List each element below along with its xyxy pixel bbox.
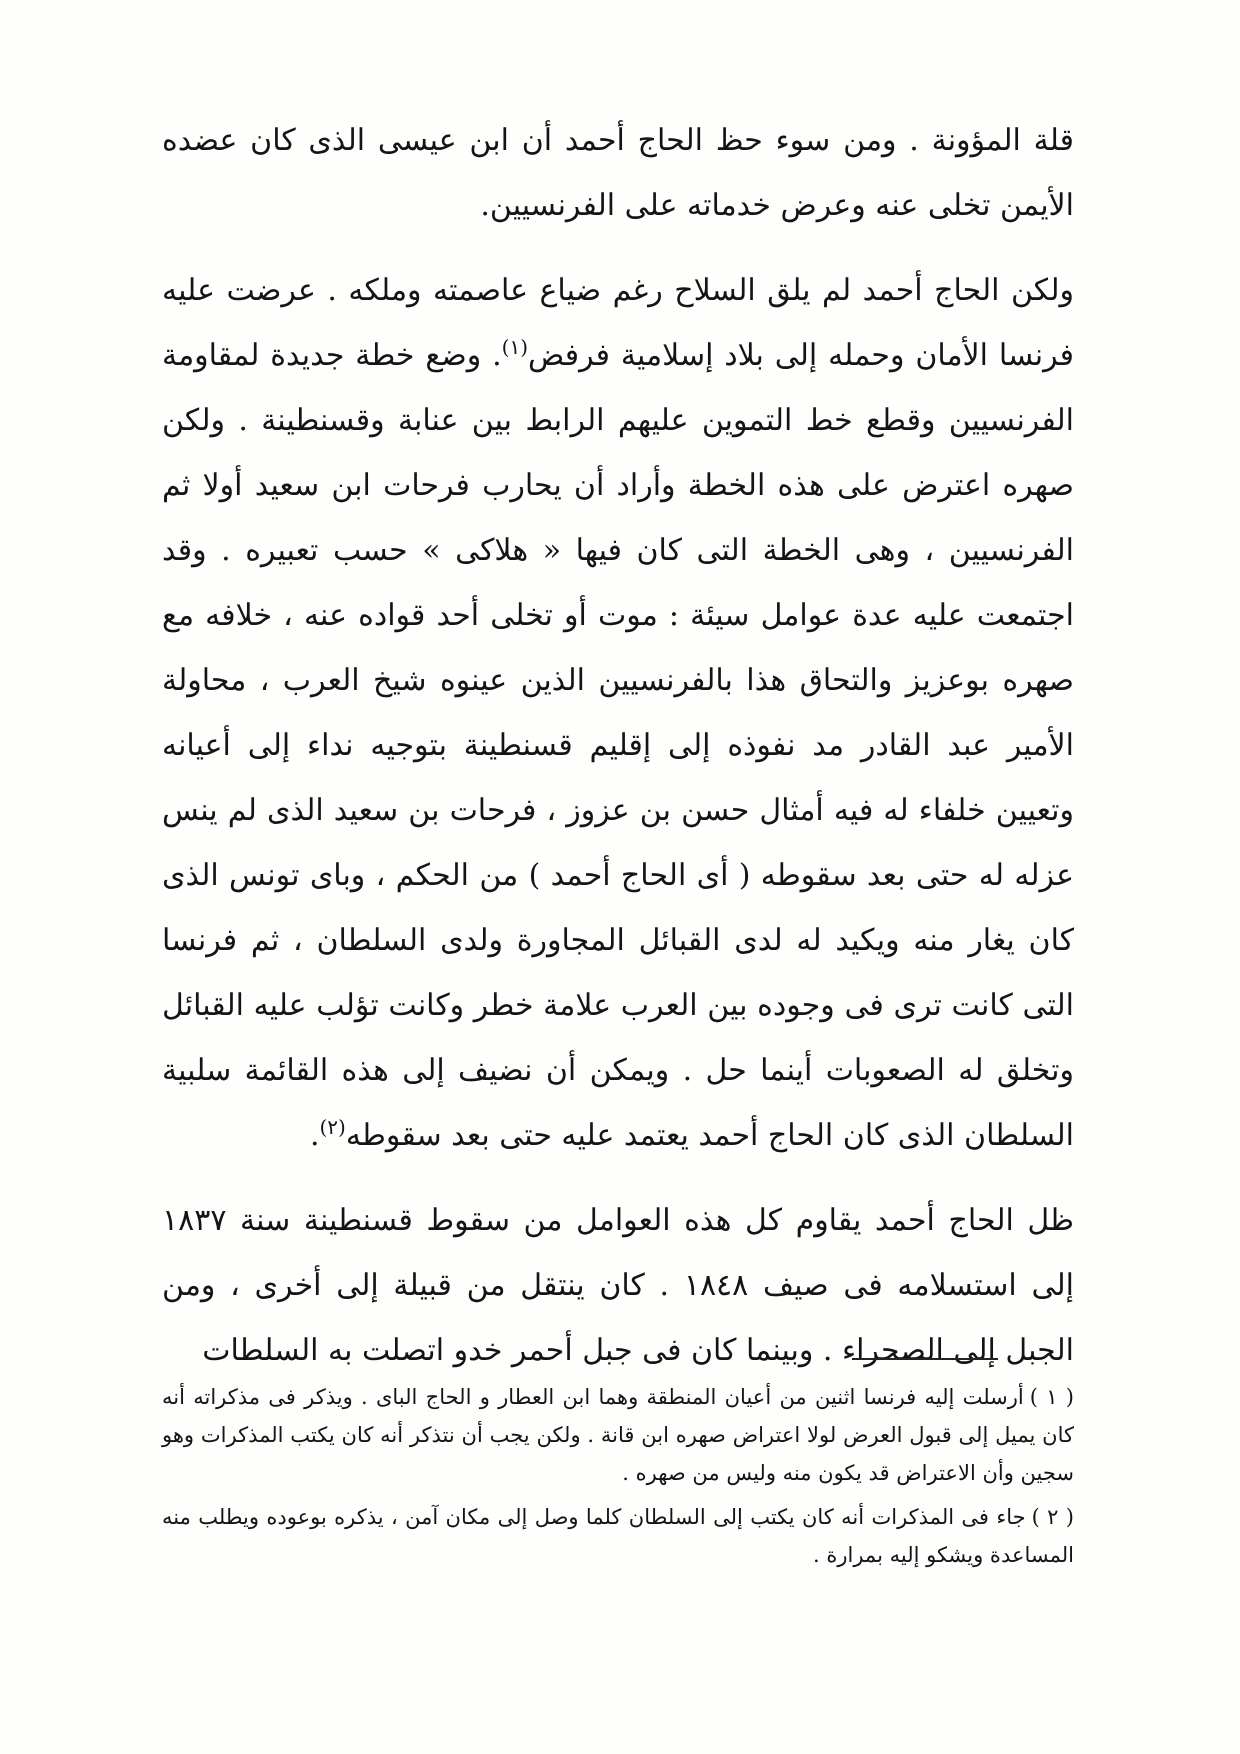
- footnote-1-number: ( ١ ): [1029, 1385, 1074, 1409]
- footnote-2-text: جاء فى المذكرات أنه كان يكتب إلى السلطان كلما وصل إلى مكان آمن ، يذكره بوعوده ويطلب منه المساعدة ويشكو إليه بمرارة .: [162, 1505, 1074, 1567]
- footnote-1-text: أرسلت إليه فرنسا اثنين من أعيان المنطقة وهما ابن العطار و الحاج الباى . ويذكر فى مذكراته أنه كان يميل إلى قبول العرض لولا اعتراض صهره ابن قانة . ولكن يجب أن نتذكر أنه كان يكتب المذكرات وهو سجين وأن الاعتراض قد يكون منه وليس من صهره .: [162, 1385, 1074, 1485]
- footnote-2: [162, 1498, 1074, 1574]
- footnote-ref-1: (١): [501, 335, 529, 359]
- footnote-2-number: ( ٢ ): [1031, 1505, 1074, 1529]
- footnotes: [162, 1378, 1074, 1574]
- paragraph-2-part-a: ولكن الحاج أحمد لم يلق السلاح رغم ضياع عاصمته وملكه . عرضت عليه فرنسا الأمان وحمله إلى بلاد إسلامية فرفض: [162, 273, 1074, 373]
- footnote-divider: [852, 1358, 998, 1360]
- footnote-1: [162, 1378, 1074, 1492]
- paragraph-2: ولكن الحاج أحمد لم يلق السلاح رغم ضياع عاصمته وملكه . عرضت عليه فرنسا الأمان وحمله إلى بلاد إسلامية فرفض$^{(١)}$. وضع خطة جديدة لمقاومة الفرنسيين وقطع خط التموين عليهم الرابط بين عنابة وقسنطينة . ولكن صهره اعترض على هذه الخطة وأراد أن يحارب فرحات ابن سعيد أولا ثم الفرنسيين ، وهى الخطة التى كان فيها « هلاكى » حسب تعبيره . وقد اجتمعت عليه عدة عوامل سيئة : موت أو تخلى أحد قواده عنه ، خلافه مع صهره بوعزيز والتحاق هذا بالفرنسيين الذين عينوه شيخ العرب ، محاولة الأمير عبد القادر مد نفوذه إلى إقليم قسنطينة بتوجيه نداء إلى أعيانه وتعيين خلفاء له فيه أمثال حسن بن عزوز ، فرحات بن سعيد الذى لم ينس عزله له حتى بعد سقوطه ( أى الحاج أحمد ) من الحكم ، وباى تونس الذى كان يغار منه ويكيد له لدى القبائل المجاورة ولدى السلطان ، ثم فرنسا التى كانت ترى فى وجوده بين العرب علامة خطر وكانت تؤلب عليه القبائل وتخلق له الصعوبات أينما حل . ويمكن أن نضيف إلى هذه القائمة سلبية السلطان الذى كان الحاج أحمد يعتمد عليه حتى بعد سقوطه$^{(٢)}$.: [162, 273, 1075, 1153]
- paragraph-2-part-b: وضع خطة جديدة لمقاومة الفرنسيين وقطع خط التموين عليهم الرابط بين عنابة وقسنطينة . ولكن صهره اعترض على هذه الخطة وأراد أن يحارب فرحات ابن سعيد أولا ثم الفرنسيين ، وهى الخطة التى كان فيها « هلاكى » حسب تعبيره . وقد اجتمعت عليه عدة عوامل سيئة : موت أو تخلى أحد قواده عنه ، خلافه مع صهره بوعزيز والتحاق هذا بالفرنسيين الذين عينوه شيخ العرب ، محاولة الأمير عبد القادر مد نفوذه إلى إقليم قسنطينة بتوجيه نداء إلى أعيانه وتعيين خلفاء له فيه أمثال حسن بن عزوز ، فرحات بن سعيد الذى لم ينس عزله له حتى بعد سقوطه ( أى الحاج أحمد ) من الحكم ، وباى تونس الذى كان يغار منه ويكيد له لدى القبائل المجاورة ولدى السلطان ، ثم فرنسا التى كانت ترى فى وجوده بين العرب علامة خطر وكانت تؤلب عليه القبائل وتخلق له الصعوبات أينما حل . ويمكن أن نضيف إلى هذه القائمة سلبية السلطان الذى كان الحاج أحمد يعتمد عليه حتى بعد سقوطه: [162, 338, 1075, 1153]
- footnote-ref-2: (٢): [319, 1115, 346, 1139]
- paragraph-1: قلة المؤونة . ومن سوء حظ الحاج أحمد أن ابن عيسى الذى كان عضده الأيمن تخلى عنه وعرض خدماته على الفرنسيين.: [162, 123, 1074, 223]
- paragraph-3: ظل الحاج أحمد يقاوم كل هذه العوامل من سقوط قسنطينة سنة ١٨٣٧ إلى استسلامه فى صيف ١٨٤٨ . كان ينتقل من قبيلة إلى أخرى ، ومن الجبل إلى الصحراء . وبينما كان فى جبل أحمر خدو اتصلت به السلطات: [162, 1203, 1074, 1368]
- main-text: [162, 108, 1074, 1383]
